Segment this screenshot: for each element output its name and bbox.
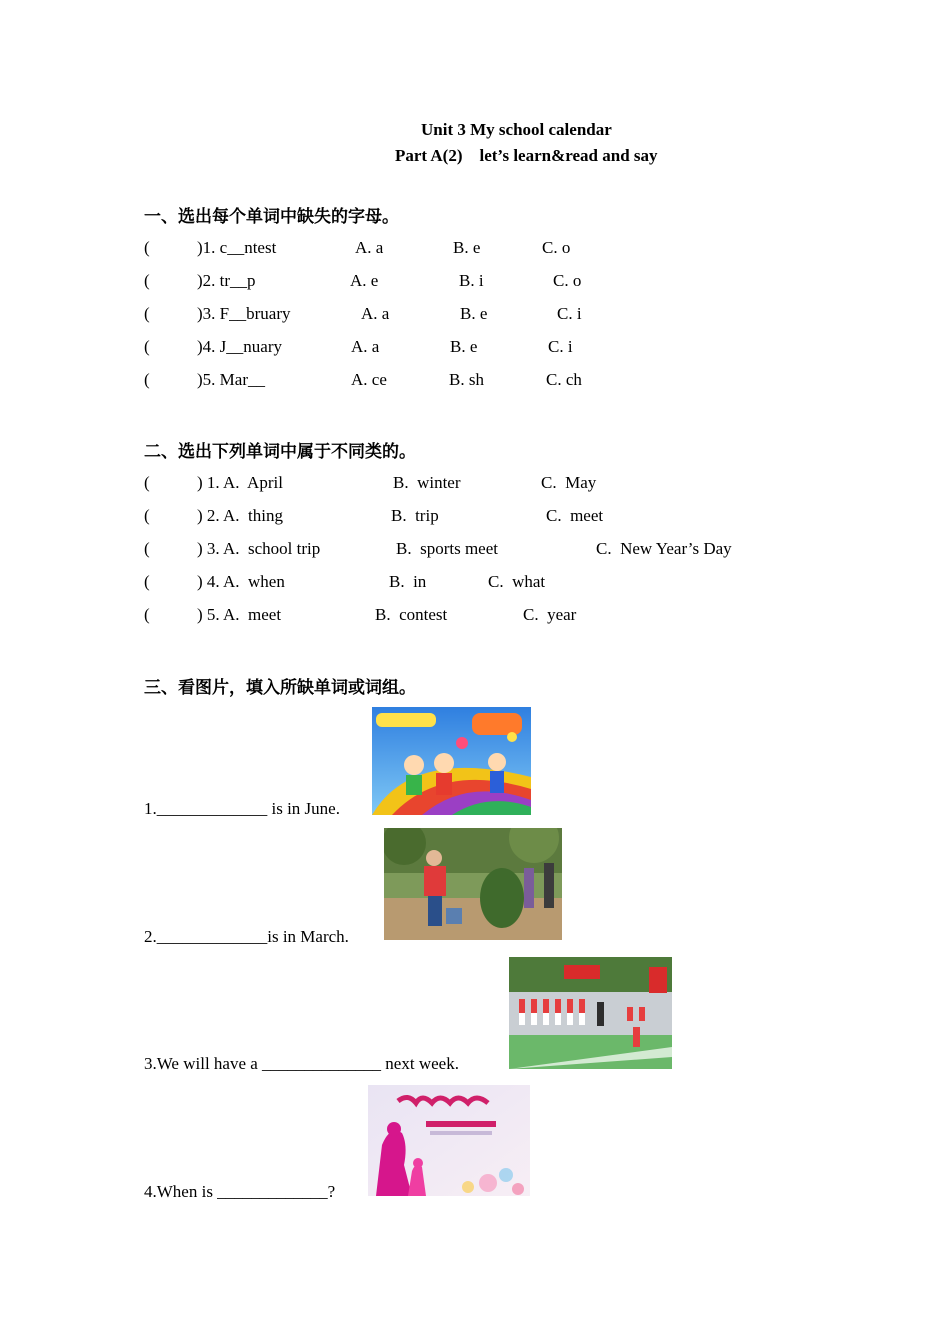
option-b: B. sh: [449, 370, 484, 389]
fill-in-question-2[interactable]: 2._____________is in March.: [144, 927, 349, 946]
option-b: B. e: [453, 238, 481, 257]
question-stem: ) 3. A. school trip: [197, 539, 321, 558]
section-3-heading: 三、看图片，填入所缺单词或词组。: [144, 678, 416, 698]
question-stem: ) 2. A. thing: [197, 506, 283, 525]
option-b: B. winter: [393, 473, 461, 492]
answer-bracket[interactable]: (: [144, 605, 150, 624]
answer-bracket[interactable]: (: [144, 337, 150, 356]
option-b: B. sports meet: [396, 539, 498, 558]
option-b: B. contest: [375, 605, 448, 624]
question-stem: )4. J__nuary: [197, 337, 282, 356]
tree-planting-photo-image: [384, 828, 562, 940]
option-b: B. e: [460, 304, 488, 323]
option-a: A. a: [355, 238, 384, 257]
option-c: C. ch: [546, 370, 582, 389]
question-stem: )1. c__ntest: [197, 238, 277, 257]
fill-in-question-3[interactable]: 3.We will have a ______________ next week.: [144, 1054, 459, 1073]
answer-bracket[interactable]: (: [144, 473, 150, 492]
option-c: C. o: [553, 271, 582, 290]
question-stem: ) 1. A. April: [197, 473, 283, 492]
answer-bracket[interactable]: (: [144, 238, 150, 257]
option-c: C. what: [488, 572, 546, 591]
question-stem: )5. Mar__: [197, 370, 265, 389]
fill-in-question-1[interactable]: 1._____________ is in June.: [144, 799, 340, 818]
option-c: C. year: [523, 605, 577, 624]
page-title: Unit 3 My school calendar: [421, 120, 612, 139]
answer-bracket[interactable]: (: [144, 304, 150, 323]
answer-bracket[interactable]: (: [144, 539, 150, 558]
section-1-heading: 一、选出每个单词中缺失的字母。: [144, 207, 399, 227]
question-stem: )2. tr__p: [197, 271, 256, 290]
question-stem: ) 5. A. meet: [197, 605, 282, 624]
page-subtitle: Part A(2) let’s learn&read and say: [395, 146, 658, 165]
answer-bracket[interactable]: (: [144, 370, 150, 389]
answer-bracket[interactable]: (: [144, 572, 150, 591]
section-2-heading: 二、选出下列单词中属于不同类的。: [144, 442, 416, 462]
option-a: A. e: [350, 271, 379, 290]
mothers-day-poster-image: [368, 1085, 530, 1196]
option-b: B. e: [450, 337, 478, 356]
option-c: C. May: [541, 473, 597, 492]
option-b: B. trip: [391, 506, 439, 525]
option-a: A. ce: [351, 370, 387, 389]
option-c: C. meet: [546, 506, 604, 525]
sports-meet-parade-photo-image: [509, 957, 672, 1069]
option-b: B. in: [389, 572, 427, 591]
question-stem: ) 4. A. when: [197, 572, 285, 591]
answer-bracket[interactable]: (: [144, 506, 150, 525]
option-a: A. a: [361, 304, 390, 323]
question-stem: )3. F__bruary: [197, 304, 291, 323]
option-c: C. o: [542, 238, 571, 257]
option-c: C. New Year’s Day: [596, 539, 732, 558]
option-b: B. i: [459, 271, 484, 290]
fill-in-question-4[interactable]: 4.When is _____________?: [144, 1182, 336, 1201]
option-a: A. a: [351, 337, 380, 356]
answer-bracket[interactable]: (: [144, 271, 150, 290]
childrens-day-cartoon-image: [372, 707, 531, 815]
option-c: C. i: [548, 337, 573, 356]
option-c: C. i: [557, 304, 582, 323]
